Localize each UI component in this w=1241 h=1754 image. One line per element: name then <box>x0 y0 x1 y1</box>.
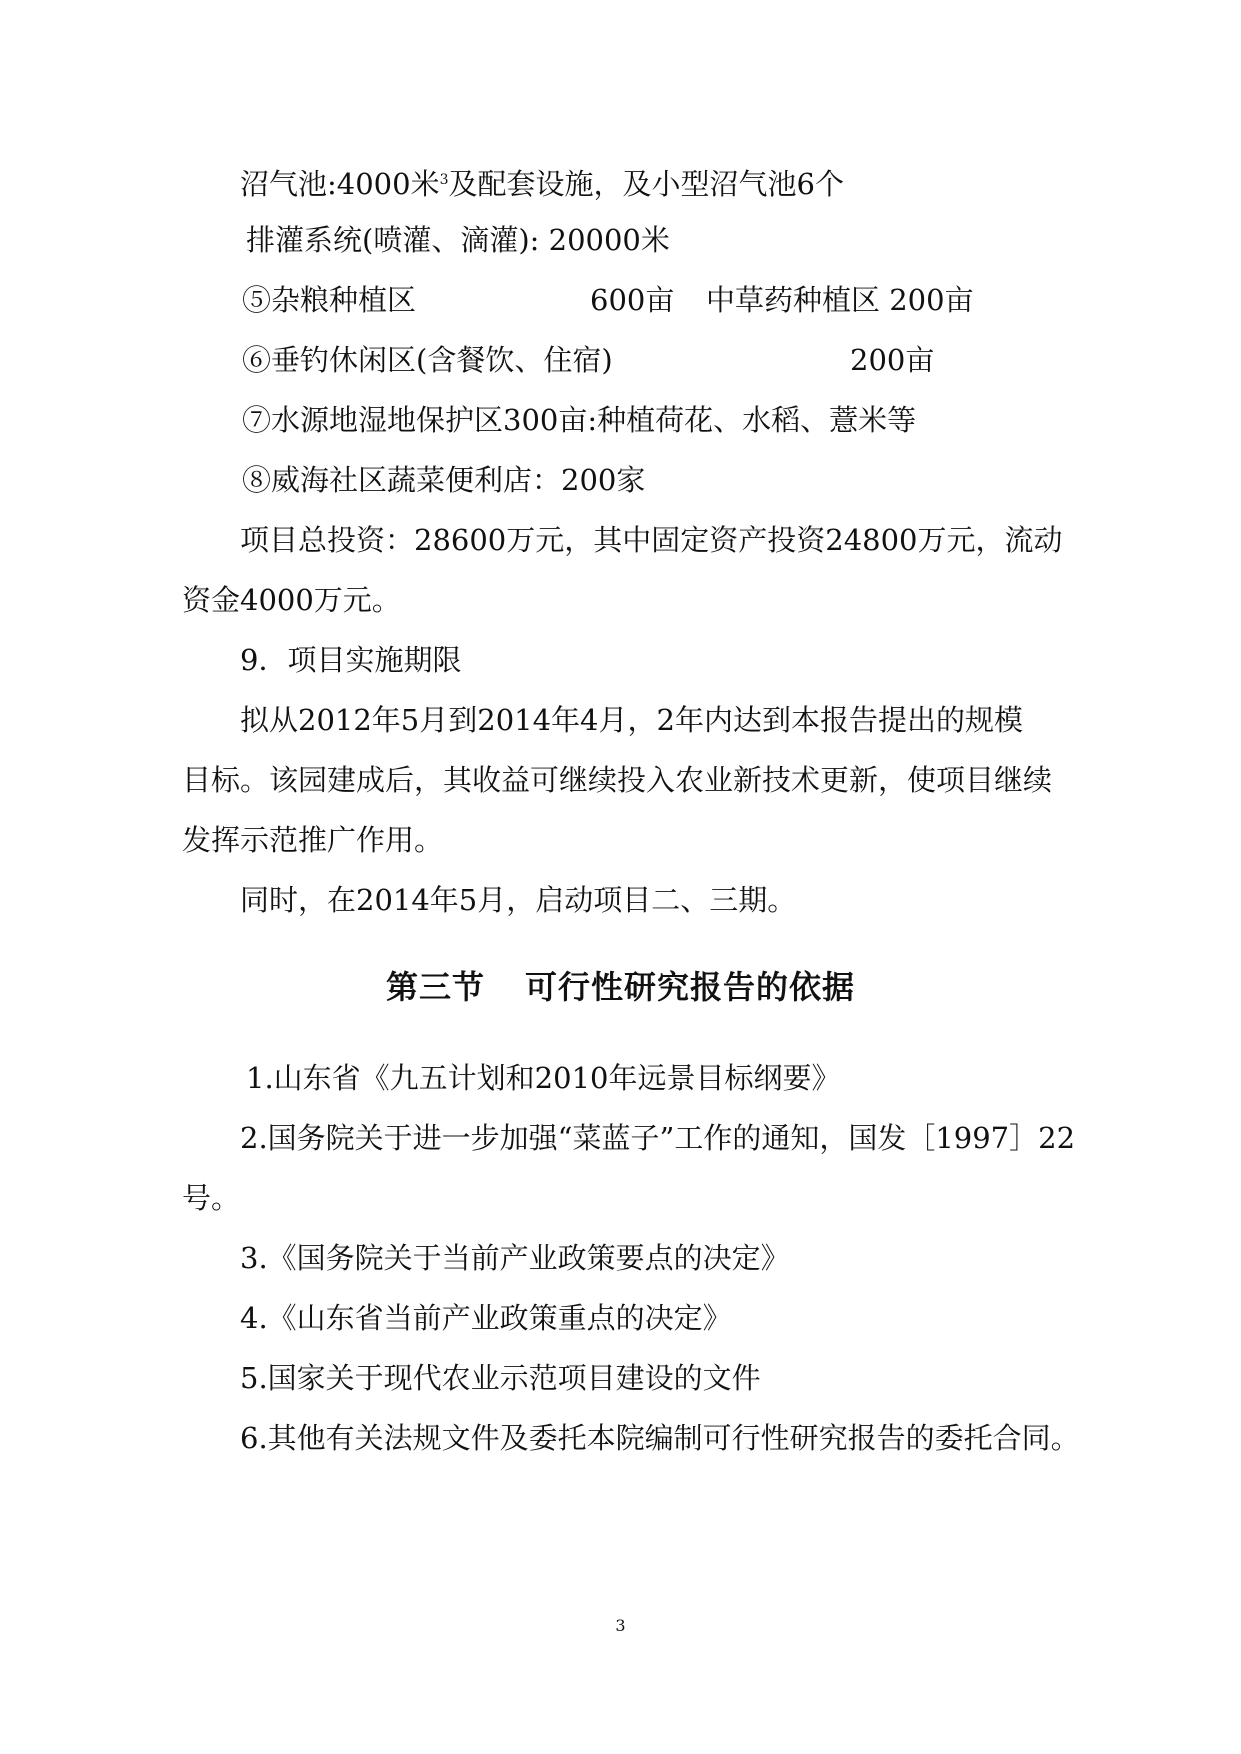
basis-item-2: 2.国务院关于进一步加强“菜蓝子”工作的通知，国发［1997］22 <box>240 1121 1076 1155</box>
phase-line: 同时，在2014年5月，启动项目二、三期。 <box>240 883 797 917</box>
fishing-area-line <box>242 340 1002 380</box>
section-title: 可行性研究报告的依据 <box>525 968 856 1006</box>
basis-item-3: 3.《国务院关于当前产业政策要点的决定》 <box>240 1241 790 1275</box>
section-heading <box>0 962 1241 1008</box>
basis-item-5: 5.国家关于现代农业示范项目建设的文件 <box>240 1361 761 1395</box>
biogas-text-cont: 及配套设施，及小型沼气池6个 <box>448 167 844 201</box>
cubic-superscript: 3 <box>439 172 449 188</box>
herb-area: 中草药种植区 200亩 <box>706 283 974 317</box>
investment-line: 项目总投资：28600万元，其中固定资产投资24800万元，流动 <box>240 523 1063 557</box>
grain-area-label: ⑤杂粮种植区 <box>242 283 417 317</box>
basis-item-4: 4.《山东省当前产业政策重点的决定》 <box>240 1301 732 1335</box>
grain-area-line <box>242 280 1002 320</box>
grain-area-size: 600亩 <box>590 283 675 317</box>
fishing-area-label: ⑥垂钓休闲区(含餐饮、住宿) <box>242 343 613 377</box>
basis-item-2-cont: 号。 <box>182 1181 241 1215</box>
basis-item-1: 1.山东省《九五计划和2010年远景目标纲要》 <box>246 1061 841 1095</box>
section-label: 第三节 <box>385 968 485 1006</box>
irrigation-line: 排灌系统(喷灌、滴灌): 20000米 <box>246 223 670 257</box>
biogas-line <box>240 160 844 204</box>
timeline-para-1: 拟从2012年5月到2014年4月，2年内达到本报告提出的规模 <box>240 703 1023 737</box>
wetland-line: ⑦水源地湿地保护区300亩:种植荷花、水稻、薏米等 <box>242 403 917 437</box>
timeline-para-3: 发挥示范推广作用。 <box>182 823 444 857</box>
store-line: ⑧威海社区蔬菜便利店：200家 <box>242 463 646 497</box>
investment-line-cont: 资金4000万元。 <box>182 583 401 617</box>
timeline-para-2: 目标。该园建成后，其收益可继续投入农业新技术更新，使项目继续 <box>182 763 1053 797</box>
timeline-heading: 9．项目实施期限 <box>240 643 462 677</box>
fishing-area-size: 200亩 <box>850 343 935 377</box>
page-number: 3 <box>615 1616 626 1635</box>
biogas-text: 沼气池:4000米 <box>240 167 440 201</box>
basis-item-6: 6.其他有关法规文件及委托本院编制可行性研究报告的委托合同。 <box>240 1421 1080 1455</box>
